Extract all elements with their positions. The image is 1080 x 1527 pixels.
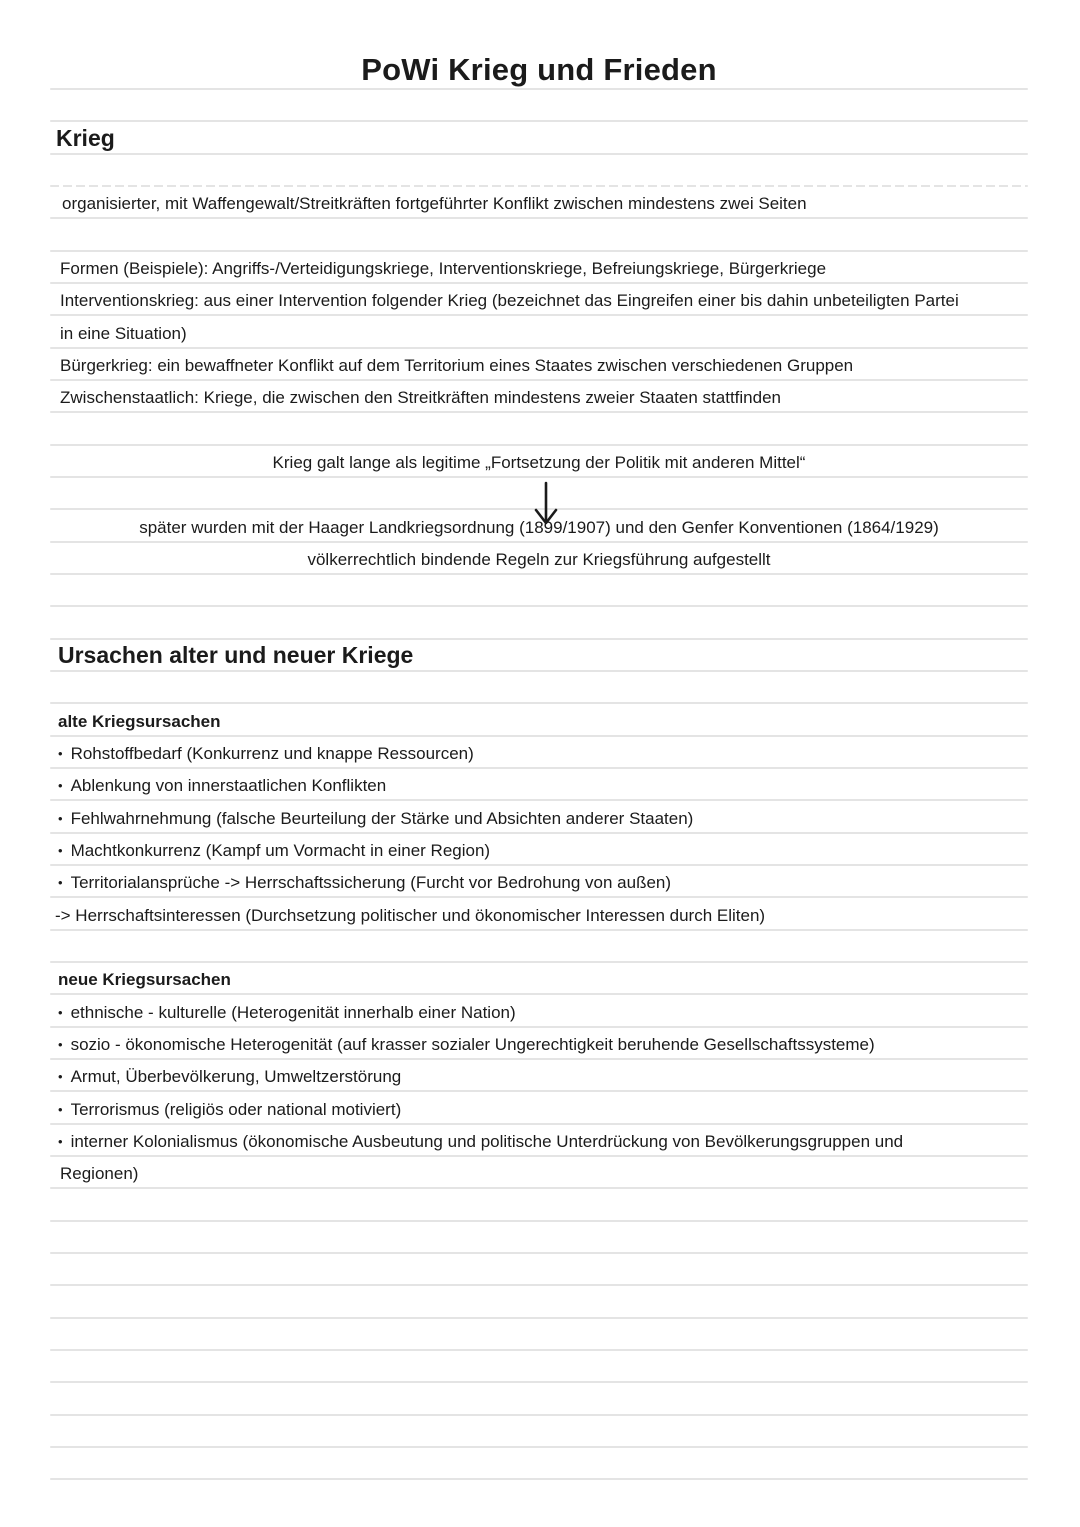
list-item — [58, 838, 490, 864]
krieg-formen: Formen (Beispiele): Angriffs-/Verteidigungskriege, Interventionskriege, Befreiungskriege, Bürgerkriege — [60, 259, 827, 278]
list-item-text: Terrorismus (religiös oder national motiviert) — [70, 1100, 402, 1119]
ruled-line — [50, 411, 1028, 413]
krieg-zwischenstaatlich: Zwischenstaatlich: Kriege, die zwischen den Streitkräften mindestens zweier Staaten stattfinden — [60, 388, 781, 407]
list-item — [58, 1129, 903, 1155]
list-item-text: Ablenkung von innerstaatlichen Konflikten — [70, 776, 387, 795]
krieg-later-line1: später wurden mit der Haager Landkriegsordnung (1899/1907) und den Genfer Konventionen (1864/1929) — [139, 518, 939, 537]
ruled-line — [50, 1414, 1028, 1416]
list-item-text: Rohstoffbedarf (Konkurrenz und knappe Ressourcen) — [70, 744, 474, 763]
ruled-line — [50, 185, 1028, 187]
ruled-line — [50, 476, 1028, 478]
krieg-definition: organisierter, mit Waffengewalt/Streitkräften fortgeführter Konflikt zwischen mindestens zwei Seiten — [62, 194, 807, 213]
list-item-text: Fehlwahrnehmung (falsche Beurteilung der Stärke und Absichten anderer Staaten) — [70, 809, 694, 828]
ruled-line — [50, 1123, 1028, 1125]
ruled-line — [50, 864, 1028, 866]
subheading-alte-kriegsursachen: alte Kriegsursachen — [58, 712, 221, 731]
ruled-line — [50, 1026, 1028, 1028]
krieg-interventionskrieg-wrap: in eine Situation) — [60, 324, 187, 343]
list-item — [58, 773, 386, 799]
ruled-line — [50, 1187, 1028, 1189]
bullet-icon: • — [58, 1069, 63, 1084]
list-item-text: Armut, Überbevölkerung, Umweltzerstörung — [70, 1067, 402, 1086]
list-item-text: interner Kolonialismus (ökonomische Ausbeutung und politische Unterdrückung von Bevölkerungsgruppen und — [70, 1132, 904, 1151]
ruled-line — [50, 961, 1028, 963]
ruled-line — [50, 153, 1028, 155]
bullet-icon: • — [58, 875, 63, 890]
list-item — [58, 870, 671, 896]
krieg-buergerkrieg: Bürgerkrieg: ein bewaffneter Konflikt auf dem Territorium eines Staates zwischen verschiedenen Gruppen — [60, 356, 854, 375]
bullet-icon: • — [58, 1005, 63, 1020]
ruled-line — [50, 1478, 1028, 1480]
bullet-icon: • — [58, 746, 63, 761]
neue-continuation: Regionen) — [60, 1164, 139, 1183]
ruled-line — [50, 638, 1028, 640]
ruled-line — [50, 379, 1028, 381]
ruled-line — [50, 1381, 1028, 1383]
ruled-line — [50, 1090, 1028, 1092]
ruled-line — [50, 444, 1028, 446]
ruled-line — [50, 282, 1028, 284]
ruled-line — [50, 541, 1028, 543]
subheading-neue-kriegsursachen: neue Kriegsursachen — [58, 970, 231, 989]
list-item-text: Territorialansprüche -> Herrschaftssicherung (Furcht vor Bedrohung von außen) — [70, 873, 672, 892]
ruled-line — [50, 573, 1028, 575]
alte-followup: -> Herrschaftsinteressen (Durchsetzung politischer und ökonomischer Interessen durch Eliten) — [55, 906, 766, 925]
list-item — [58, 1097, 401, 1123]
bullet-icon: • — [58, 843, 63, 858]
list-item — [58, 1064, 401, 1090]
ruled-line — [50, 1252, 1028, 1254]
list-item-text: Machtkonkurrenz (Kampf um Vormacht in einer Region) — [70, 841, 491, 860]
ruled-line — [50, 1446, 1028, 1448]
ruled-line — [50, 1317, 1028, 1319]
ruled-line — [50, 670, 1028, 672]
ruled-line — [50, 1058, 1028, 1060]
ruled-line — [50, 120, 1028, 122]
list-item-text: sozio - ökonomische Heterogenität (auf krasser sozialer Ungerechtigkeit beruhende Gesellschaftssysteme) — [70, 1035, 875, 1054]
bullet-icon: • — [58, 778, 63, 793]
bullet-icon: • — [58, 811, 63, 826]
ruled-line — [50, 88, 1028, 90]
ruled-line — [50, 1284, 1028, 1286]
page-title: PoWi Krieg und Frieden — [361, 52, 717, 87]
list-item-text: ethnische - kulturelle (Heterogenität innerhalb einer Nation) — [70, 1003, 516, 1022]
ruled-line — [50, 929, 1028, 931]
list-item — [58, 1000, 516, 1026]
ruled-line — [50, 605, 1028, 607]
ruled-line — [50, 217, 1028, 219]
ruled-line — [50, 896, 1028, 898]
section-heading-krieg: Krieg — [56, 125, 115, 151]
list-item — [58, 741, 474, 767]
bullet-icon: • — [58, 1134, 63, 1149]
krieg-interventionskrieg: Interventionskrieg: aus einer Intervention folgender Krieg (bezeichnet das Eingreifen einer bis dahin unbeteiligten Partei — [60, 291, 959, 310]
ruled-line — [50, 250, 1028, 252]
ruled-line — [50, 347, 1028, 349]
section-heading-ursachen: Ursachen alter und neuer Kriege — [58, 642, 414, 668]
ruled-line — [50, 1220, 1028, 1222]
bullet-icon: • — [58, 1102, 63, 1117]
ruled-line — [50, 702, 1028, 704]
ruled-line — [50, 1155, 1028, 1157]
ruled-line — [50, 314, 1028, 316]
list-item — [58, 1032, 875, 1058]
ruled-line — [50, 993, 1028, 995]
ruled-line — [50, 767, 1028, 769]
krieg-legitime-quote: Krieg galt lange als legitime „Fortsetzung der Politik mit anderen Mittel“ — [272, 453, 806, 472]
ruled-line — [50, 799, 1028, 801]
ruled-line — [50, 1349, 1028, 1351]
krieg-later-line2: völkerrechtlich bindende Regeln zur Kriegsführung aufgestellt — [307, 550, 771, 569]
ruled-line — [50, 832, 1028, 834]
bullet-icon: • — [58, 1037, 63, 1052]
ruled-line — [50, 735, 1028, 737]
list-item — [58, 806, 693, 832]
